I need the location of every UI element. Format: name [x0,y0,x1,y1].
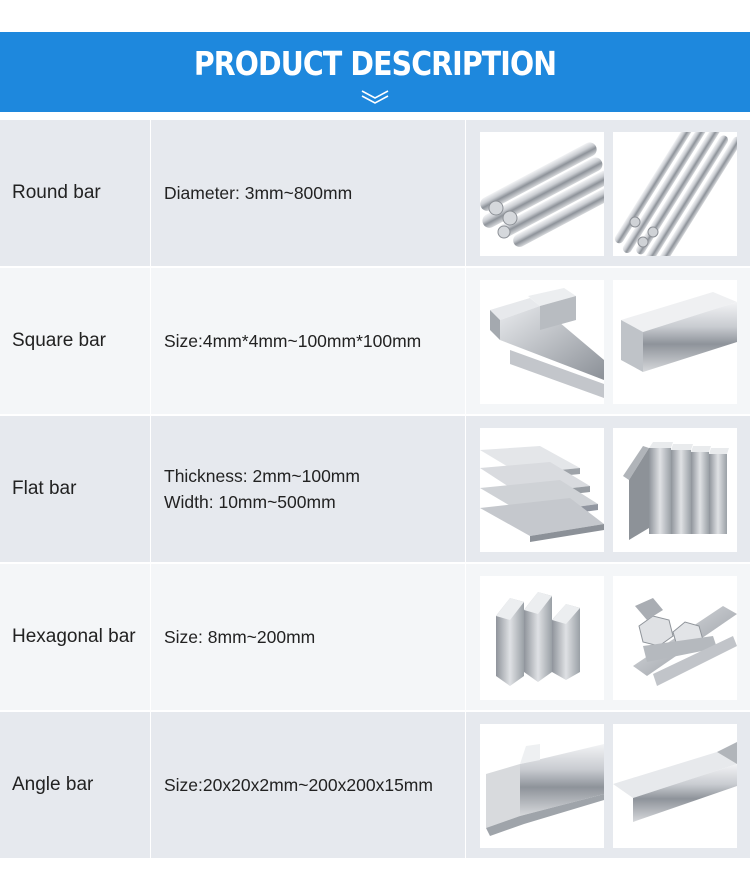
angle-bar-photo [480,724,604,848]
product-images [466,268,750,414]
product-spec [151,712,465,858]
table-row [0,712,750,860]
spec-line: Diameter: 3mm~800mm [164,183,353,203]
table-row [0,268,750,416]
product-spec [151,120,465,266]
square-bar-stack-photo [480,280,604,404]
product-name: Angle bar [12,774,94,795]
square-bar-single-photo [613,280,737,404]
table-row [0,120,750,268]
spec-line: Size:20x20x2mm~200x200x15mm [164,775,433,795]
spec-line: Size:4mm*4mm~100mm*100mm [164,331,422,351]
product-images [466,712,750,858]
table-row [0,564,750,712]
product-name: Flat bar [12,478,77,499]
product-images [466,564,750,710]
product-table [0,120,750,860]
hexagonal-bar-group-photo [480,576,604,700]
chevron-down-icon [359,88,391,106]
spec-line: Width: 10mm~500mm [164,492,336,512]
hexagonal-bar-pile-photo [613,576,737,700]
page-title: PRODUCT DESCRIPTION [193,44,557,83]
header-banner [0,32,750,112]
flat-bar-stack-photo [480,428,604,552]
product-images [466,416,750,562]
spec-line: Size: 8mm~200mm [164,627,316,647]
round-bar-stack-photo [613,132,737,256]
product-images [466,120,750,266]
spec-line: Thickness: 2mm~100mm [164,466,360,486]
product-name: Hexagonal bar [12,626,136,647]
product-spec [151,564,465,710]
product-spec [151,416,465,562]
product-name: Round bar [12,182,101,203]
product-spec [151,268,465,414]
angle-bar-long-photo [613,724,737,848]
flat-bar-upright-photo [613,428,737,552]
round-bar-bundle-photo [480,132,604,256]
product-name: Square bar [12,330,107,351]
table-row [0,416,750,564]
